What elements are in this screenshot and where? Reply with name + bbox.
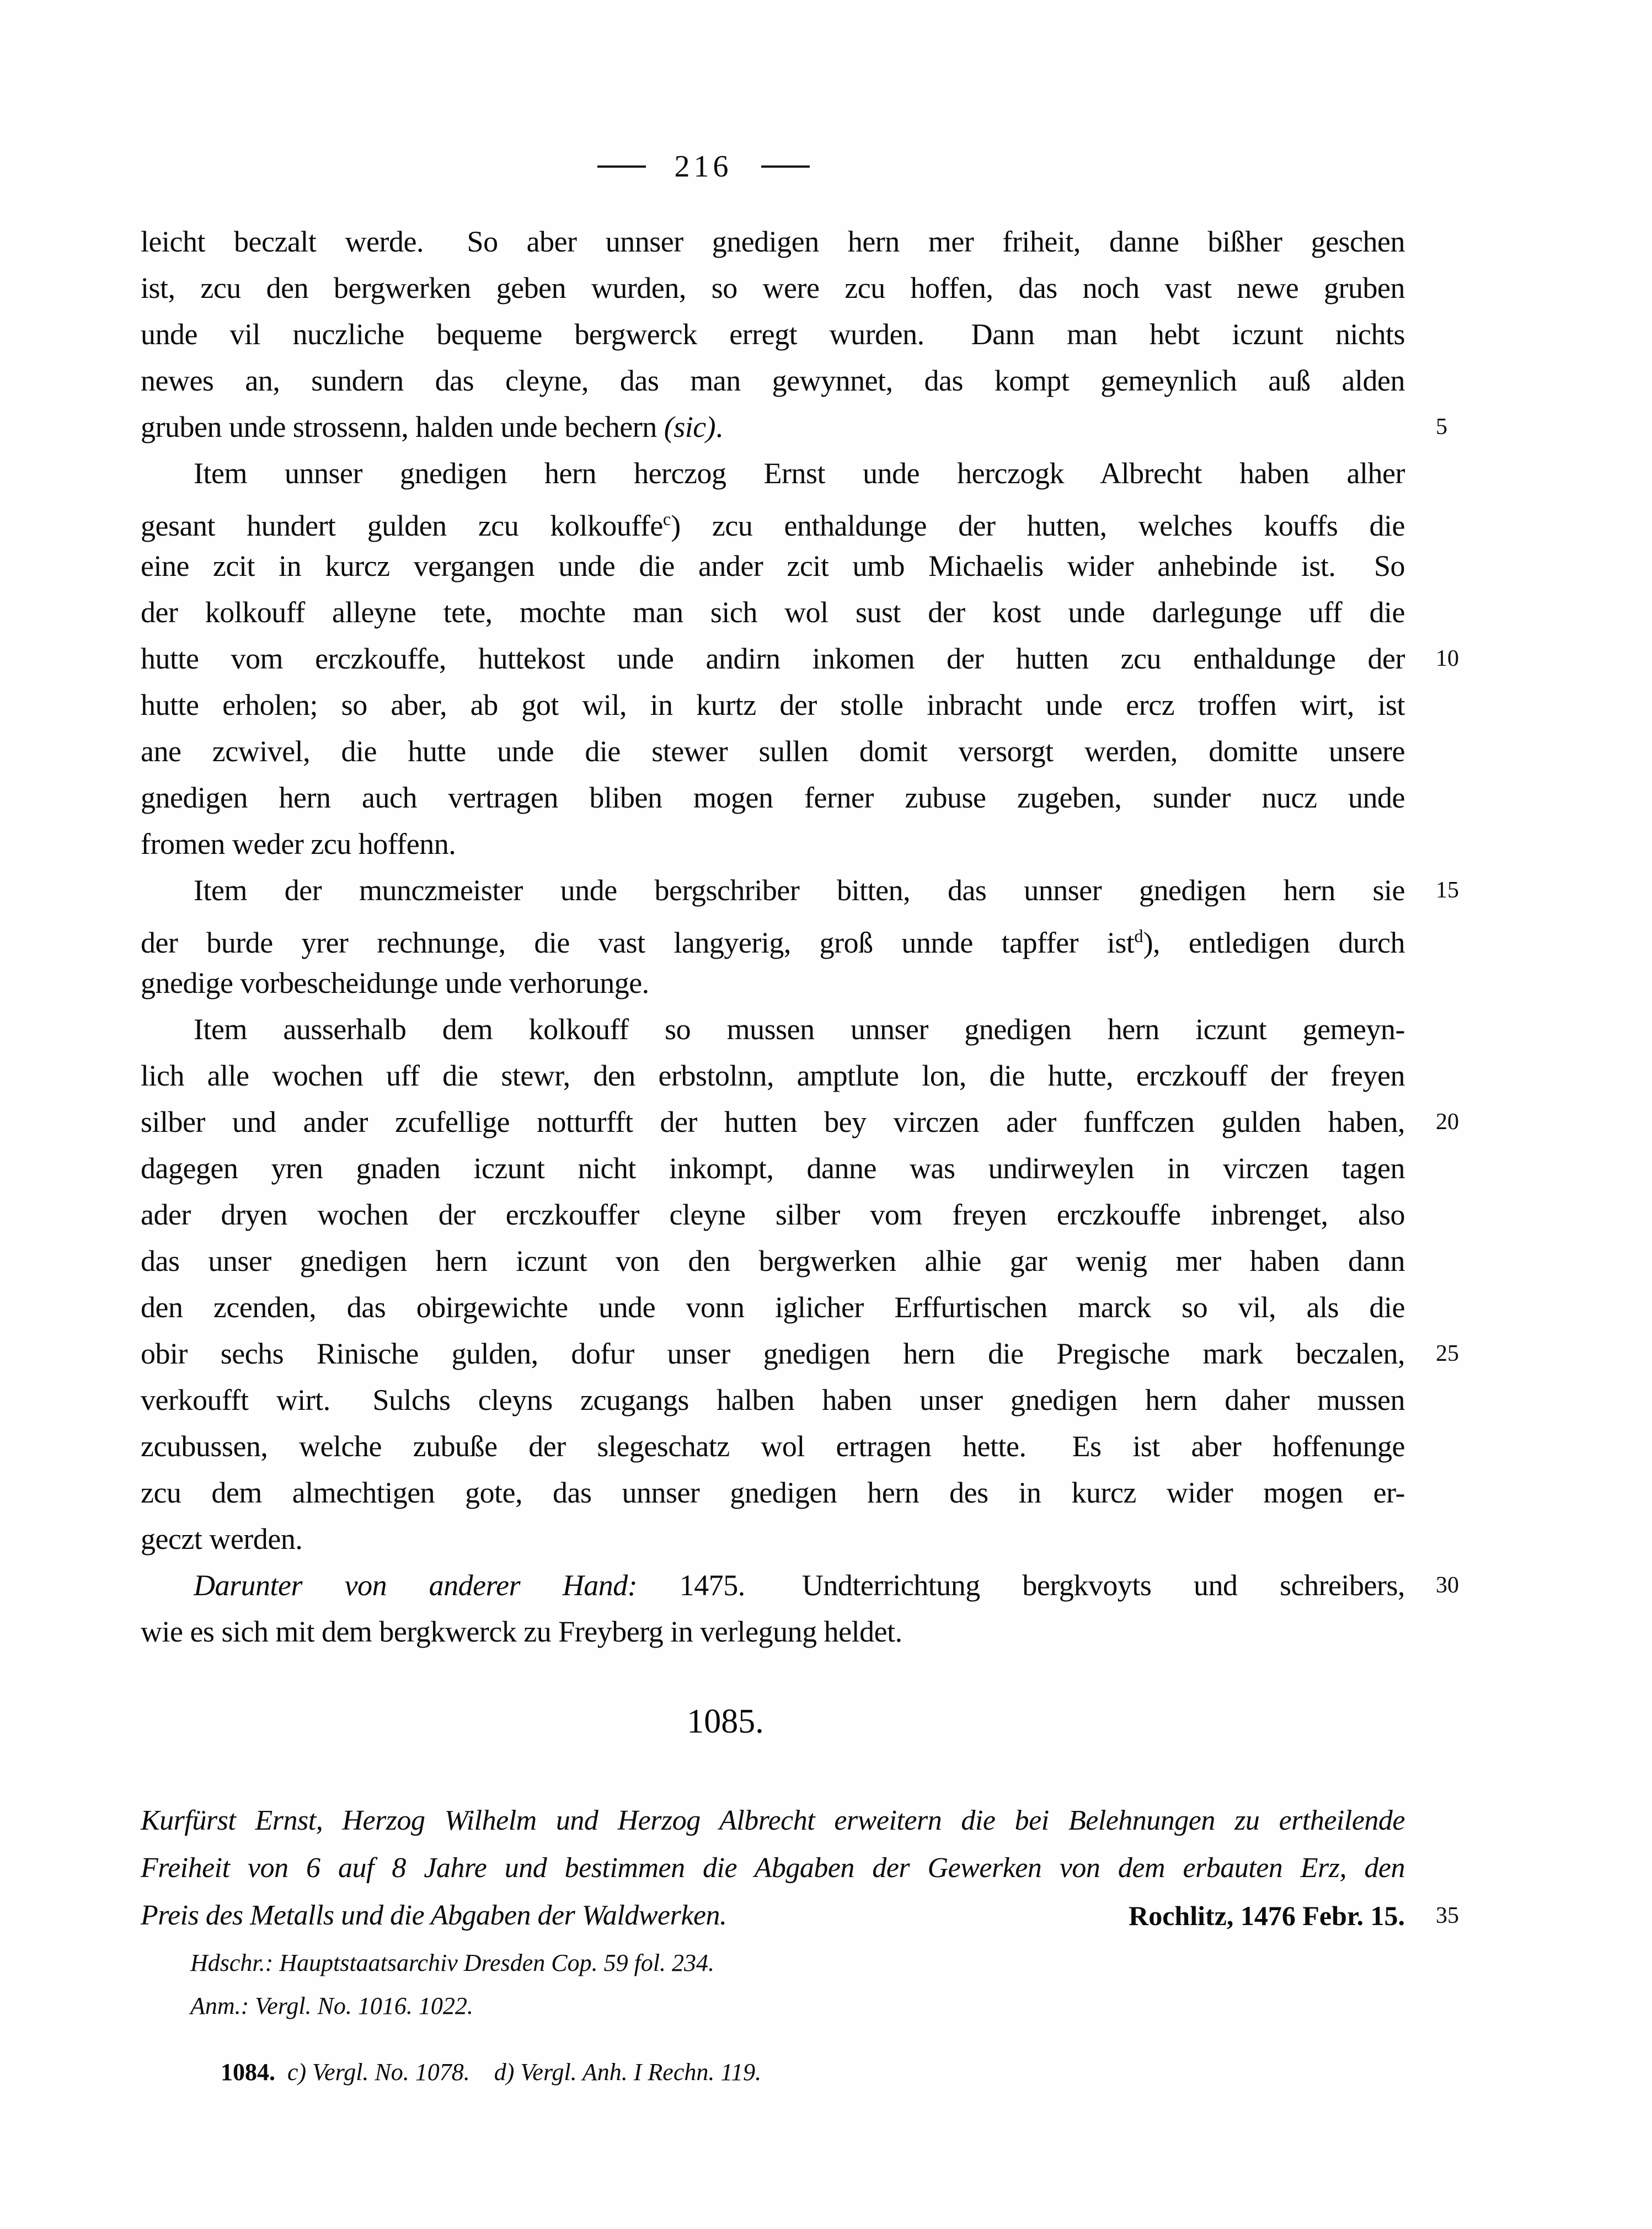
text-line [141,1892,1459,1939]
text-segment: das unser gnedigen hern iczunt von den bergwerken alhie gar wenig mer haben dann [141,1244,1405,1277]
text-segment: ane zcwivel, die hutte unde die stewer sullen domit versorgt werden, domitte unsere [141,735,1405,768]
text-segment: Preis des Metalls und die Abgaben der Waldwerken. [141,1900,727,1931]
text-line [141,1238,1405,1284]
text-segment: fromen weder zcu hoffenn. [141,827,456,860]
text-line [141,1145,1405,1191]
text-line [141,682,1405,728]
text-line [141,1845,1405,1892]
text-segment: wie es sich mit dem bergkwerck zu Freyberg in verlegung heldet. [141,1615,902,1648]
text-segment: Item unnser gnedigen hern herczog Ernst unde herczogk Albrecht haben alher [194,457,1405,490]
text-segment: gnedige vorbescheidunge unde verhorunge. [141,966,649,999]
text-line [141,1797,1405,1845]
header-rule-right [761,165,810,168]
text-line [141,960,1405,1006]
footnote [221,2051,1405,2094]
date-place-label: Rochlitz, 1476 Febr. 15. [1129,1900,1405,1931]
text-segment: d [1134,927,1143,947]
entry-number: 1085. [687,1703,764,1740]
text-segment: Freiheit von 6 auf 8 Jahre und bestimmen die Abgaben der Gewerken von dem erbauten Erz, den [141,1852,1405,1884]
text-line [141,913,1405,960]
text-segment: 1475. Undterrichtung bergkvoyts und schreibers, [637,1569,1405,1602]
text-segment: Darunter von anderer Hand: [194,1569,638,1602]
text-line [141,218,1405,265]
running-head [574,141,833,192]
text-line [141,1423,1405,1469]
source-notes [190,1942,1404,2028]
text-segment: Item ausserhalb dem kolkouff so mussen unnser gnedigen hern iczunt gemeyn- [194,1013,1405,1046]
text-segment: silber und ander zcufellige notturfft der hutten bey virczen ader funffczen gulden haben, [141,1105,1405,1138]
text-line [221,2051,1405,2094]
paragraph [141,450,1459,867]
margin-line-number: 30 [1436,1573,1459,1598]
text-segment: (sic) [664,410,716,443]
margin-line-number: 25 [1436,1341,1459,1366]
text-segment: leicht beczalt werde. So aber unnser gnedigen hern mer friheit, danne bißher geschen [141,225,1405,258]
text-line [141,450,1405,496]
text-segment: newes an, sundern das cleyne, das man gewynnet, das kompt gemeynlich auß alden [141,364,1405,397]
text-line [141,589,1405,635]
text-segment: ) zcu enthaldunge der hutten, welches kouffs die [671,509,1405,542]
text-segment: den zcenden, das obirgewichte unde vonn iglicher Erffurtischen marck so vil, als die [141,1291,1405,1324]
header-rule-left [597,165,646,168]
text-line [141,1469,1405,1516]
margin-line-number: 35 [1436,1903,1459,1928]
text-segment: gruben unde strossenn, halden unde bechern [141,410,664,443]
text-segment: dagegen yren gnaden iczunt nicht inkompt, danne was undirweylen in virczen tagen [141,1152,1405,1185]
text-line [190,1942,1404,1985]
text-segment: ader dryen wochen der erczkouffer cleyne silber vom freyen erczkouffe inbrenget, also [141,1198,1405,1231]
text-segment: gnedigen hern auch vertragen bliben mogen ferner zubuse zugeben, sunder nucz unde [141,781,1405,814]
text-line [141,543,1405,589]
text-segment: . [715,410,723,443]
text-line [141,1052,1405,1099]
text-line [141,496,1405,543]
paragraph [141,1562,1459,1655]
text-segment: verkoufft wirt. Sulchs cleyns zcugangs halben haben unser gnedigen hern daher mussen [141,1383,1405,1416]
text-line [141,1006,1405,1052]
text-line [141,1284,1405,1330]
text-segment: d) Vergl. Anh. I Rechn. 119. [469,2059,762,2086]
text-line [141,311,1405,357]
entry-heading [141,1704,1310,1739]
text-line [141,1377,1405,1423]
body-text [141,218,1459,1655]
text-segment: ist, zcu den bergwerken geben wurden, so were zcu hoffen, das noch vast newe gruben [141,271,1405,304]
text-line [141,635,1459,682]
text-line [141,774,1405,821]
text-line [141,1608,1405,1655]
text-line [141,821,1405,867]
text-segment: ), entledigen durch [1143,926,1405,959]
margin-line-number: 20 [1436,1109,1459,1135]
paragraph [141,218,1447,450]
text-line [141,1191,1405,1238]
margin-line-number: 10 [1436,646,1459,671]
text-segment: c [662,510,671,530]
paragraph [141,867,1459,1006]
text-line [141,357,1405,404]
text-line [190,1985,1404,2028]
text-segment: der burde yrer rechnunge, die vast langyerig, groß unnde tapffer ist [141,926,1135,959]
margin-line-number: 5 [1436,414,1447,440]
text-segment: zcu dem almechtigen gote, das unnser gnedigen hern des in kurcz wider mogen er- [141,1476,1405,1509]
text-segment: Hdschr.: Hauptstaatsarchiv Dresden Cop. 59 fol. 234. [190,1949,715,1976]
text-segment: Item der munczmeister unde bergschriber bitten, das unnser gnedigen hern sie [194,874,1405,907]
text-segment: unde vil nuczliche bequeme bergwerck erregt wurden. Dann man hebt iczunt nichts [141,318,1405,351]
text-segment: hutte vom erczkouffe, huttekost unde andirn inkomen der hutten zcu enthaldunge der [141,642,1405,675]
paragraph [141,1006,1459,1562]
text-segment: lich alle wochen uff die stewr, den erbstolnn, amptlute lon, die hutte, erczkouff der freyen [141,1059,1405,1092]
text-segment: c) Vergl. No. 1078. [275,2059,470,2086]
text-segment: hutte erholen; so aber, ab got wil, in kurtz der stolle inbracht unde ercz troffen wirt, ist [141,688,1405,721]
text-segment: gesant hundert gulden zcu kolkouffe [141,509,663,542]
text-segment: eine zcit in kurcz vergangen unde die ander zcit umb Michaelis wider anhebinde ist. So [141,549,1405,582]
text-segment: obir sechs Rinische gulden, dofur unser gnedigen hern die Pregische mark beczalen, [141,1337,1405,1370]
text-line [141,867,1459,913]
text-segment: 1084. [221,2059,275,2086]
text-line [141,1516,1405,1562]
text-line [141,404,1447,450]
text-segment: Anm.: Vergl. No. 1016. 1022. [190,1992,473,2019]
text-segment: geczt werden. [141,1522,303,1556]
page-number: 216 [674,149,733,184]
text-line [141,265,1405,311]
text-line [141,1330,1459,1377]
text-line [141,1562,1459,1608]
text-segment: zcubussen, welche zubuße der slegeschatz wol ertragen hette. Es ist aber hoffenunge [141,1430,1405,1463]
text-segment: Kurfürst Ernst, Herzog Wilhelm und Herzog Albrecht erweitern die bei Belehnungen zu ertheilende [141,1805,1405,1836]
entry-summary [141,1797,1459,1939]
margin-line-number: 15 [1436,878,1459,903]
text-segment: der kolkouff alleyne tete, mochte man sich wol sust der kost unde darlegunge uff die [141,596,1405,629]
text-line [141,728,1405,774]
text-line [141,1099,1459,1145]
